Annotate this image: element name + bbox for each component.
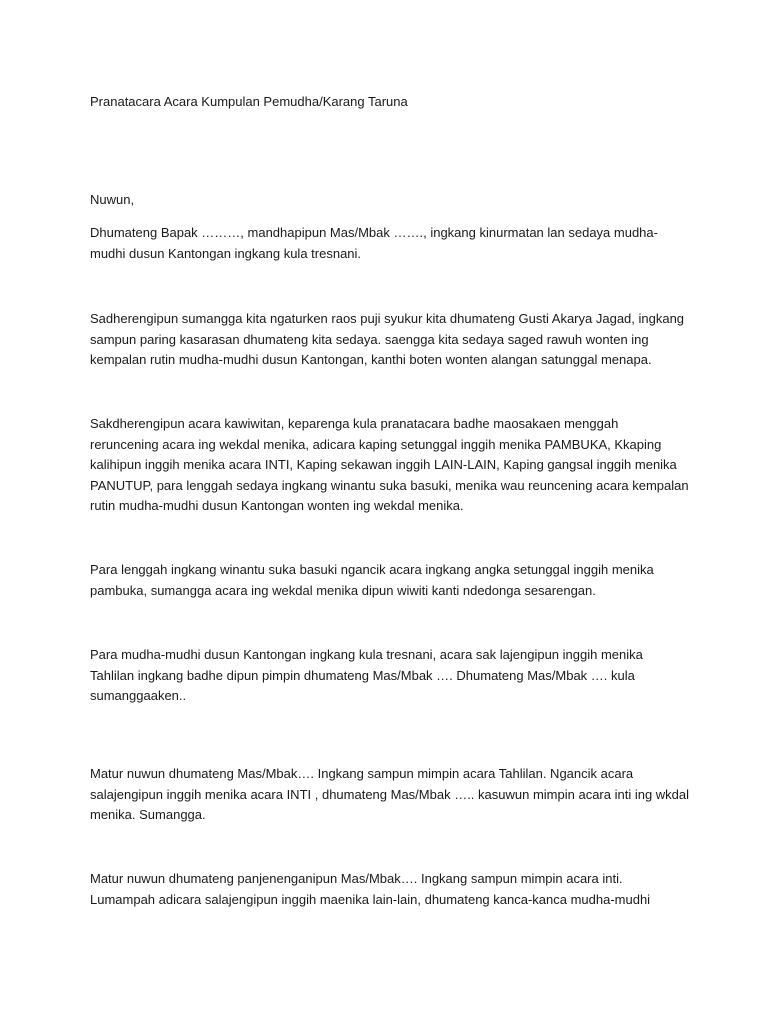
document-title: Pranatacara Acara Kumpulan Pemudha/Karang Taruna [90,94,408,109]
body-paragraph: Para lenggah ingkang winantu suka basuki ngancik acara ingkang angka setunggal inggih menika pambuka, sumangga acara ing wekdal menika dipun wiwiti kanti ndedonga sesarengan. [90,562,654,598]
body-paragraph: Matur nuwun dhumateng panjenenganipun Mas/Mbak…. Ingkang sampun mimpin acara inti. Lumampah adicara salajengipun inggih maenika lain-lain, dhumateng kanca-kanca mudha-mudhi [90,871,651,907]
body-paragraph: Sakdherengipun acara kawiwitan, keparenga kula pranatacara badhe maosakaen menggah reruncening acara ing wekdal menika, adicara kaping setunggal inggih menika PAMBUKA, Kkaping kalihipun inggih menika acara INTI, Kaping sekawan inggih LAIN-LAIN, Kaping gangsal inggih menika PANUTUP, para lenggah sedaya ingkang winantu suka basuki, menika wau reuncening acara kempalan rutin mudha-mudhi dusun Kantongan wonten ing wekdal menika. [90,416,689,513]
body-paragraph: Matur nuwun dhumateng Mas/Mbak…. Ingkang sampun mimpin acara Tahlilan. Ngancik acara salajengipun inggih menika acara INTI , dhumateng Mas/Mbak ….. kasuwun mimpin acara inti ing wkdal menika. Sumangga. [90,766,690,822]
body-paragraph: Para mudha-mudhi dusun Kantongan ingkang kula tresnani, acara sak lajengipun inggih menika Tahlilan ingkang badhe dipun pimpin dhumateng Mas/Mbak …. Dhumateng Mas/Mbak …. kula sumanggaaken.. [90,647,643,703]
salutation-paragraph: Nuwun, [90,192,135,207]
body-paragraph: Dhumateng Bapak ………, mandhapipun Mas/Mbak ……., ingkang kinurmatan lan sedaya mudha-mudhi dusun Kantongan ingkang kula tresnani. [90,225,658,261]
body-paragraph: Sadherengipun sumangga kita ngaturken raos puji syukur kita dhumateng Gusti Akarya Jagad, ingkang sampun paring kasarasan dhumateng kita sedaya. saengga kita sedaya saged rawuh wonten ing kempalan rutin mudha-mudhi dusun Kantongan, kanthi boten wonten alangan satunggal menapa. [90,311,685,367]
